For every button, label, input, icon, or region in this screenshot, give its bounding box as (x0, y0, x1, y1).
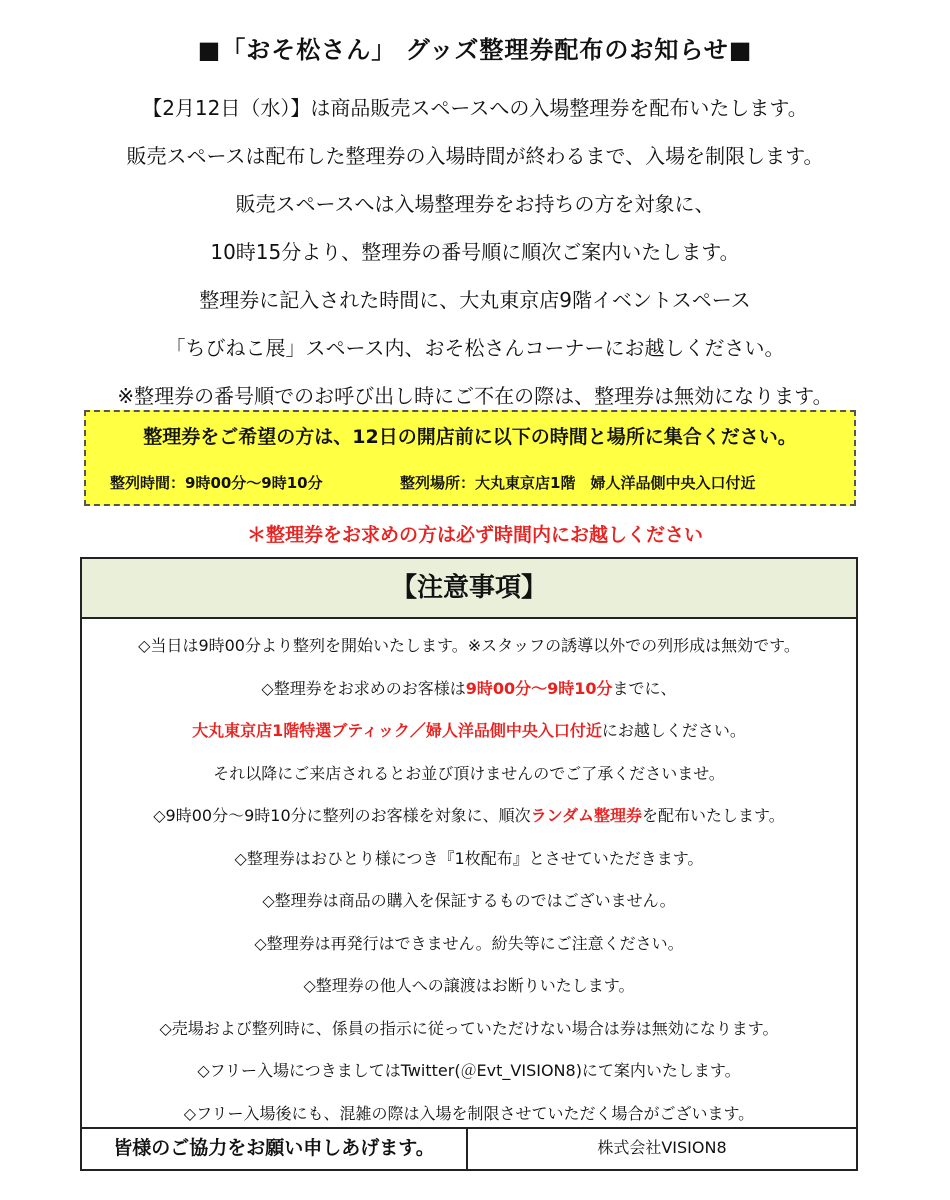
precaution-item: ◇売場および整列時に、係員の指示に従っていただけない場合は券は無効になります。 (159, 1018, 779, 1038)
intro-line: 【2月12日（水）】は商品販売スペースへの入場整理券を配布いたします。 (142, 96, 808, 120)
intro-line: 整理券に記入された時間に、大丸東京店9階イベントスペース (199, 288, 751, 312)
precautions-box (80, 557, 858, 1171)
precaution-item: ◇当日は9時00分より整列を開始いたします。※スタッフの誘導以外での列形成は無効です。 (138, 636, 800, 655)
precautions-list (82, 619, 856, 1135)
highlight-location: 大丸東京店1階特選ブティック／婦人洋品側中央入口付近 (192, 721, 602, 740)
precautions-heading: 【注意事項】 (82, 559, 856, 619)
callout-time: 整列時間：9時00分～9時10分 (110, 474, 323, 492)
cooperation-request: 皆様のご協力をお願い申しあげます。 (82, 1129, 468, 1169)
precaution-item: ◇フリー入場後にも、混雑の際は入場を制限させていただく場合がございます。 (183, 1103, 755, 1123)
precaution-item: ◇9時00分～9時10分に整列のお客様を対象に、順次ランダム整理券を配布いたします。 (153, 806, 785, 825)
highlight-random-ticket: ランダム整理券 (530, 806, 643, 825)
callout-main: 整理券をご希望の方は、12日の開店前に以下の時間と場所に集合ください。 (143, 426, 797, 448)
callout-place: 整列場所：大丸東京店1階 婦人洋品側中央入口付近 (400, 474, 756, 492)
precaution-item: ◇整理券は再発行はできません。紛失等にご注意ください。 (254, 933, 684, 953)
red-notice: ＊整理券をお求めの方は必ず時間内にお越しください (246, 524, 703, 546)
document-title: ■「おそ松さん」 グッズ整理券配布のお知らせ■ (197, 36, 753, 64)
precaution-item: それ以降にご来店されるとお並び頂けませんのでご了承くださいませ。 (213, 763, 725, 783)
precaution-item: 大丸東京店1階特選ブティック／婦人洋品側中央入口付近にお越しください。 (192, 721, 746, 740)
company-name: 株式会社VISION8 (597, 1138, 727, 1157)
gathering-callout (84, 410, 856, 506)
precautions-footer (82, 1127, 856, 1169)
intro-line: ※整理券の番号順でのお呼び出し時にご不在の際は、整理券は無効になります。 (117, 384, 833, 408)
intro-line: 販売スペースへは入場整理券をお持ちの方を対象に、 (235, 192, 715, 216)
intro-line: 販売スペースは配布した整理券の入場時間が終わるまで、入場を制限します。 (126, 144, 824, 168)
precaution-item: ◇整理券は商品の購入を保証するものではございません。 (262, 891, 676, 910)
precaution-item: ◇フリー入場につきましてはTwitter(＠Evt_VISION8)にて案内いたします。 (197, 1061, 741, 1080)
intro-line: 「ちびねこ展」スペース内、おそ松さんコーナーにお越しください。 (165, 336, 785, 360)
highlight-time: 9時00分～9時10分 (465, 678, 613, 698)
intro-line: 10時15分より、整理券の番号順に順次ご案内いたします。 (210, 240, 740, 264)
intro-text (0, 84, 950, 420)
precaution-item: ◇整理券はおひとり様につき『1枚配布』とさせていただきます。 (234, 848, 704, 868)
precaution-item: ◇整理券をお求めのお客様は9時00分～9時10分までに、 (261, 678, 677, 698)
precaution-item: ◇整理券の他人への譲渡はお断りいたします。 (303, 976, 635, 995)
